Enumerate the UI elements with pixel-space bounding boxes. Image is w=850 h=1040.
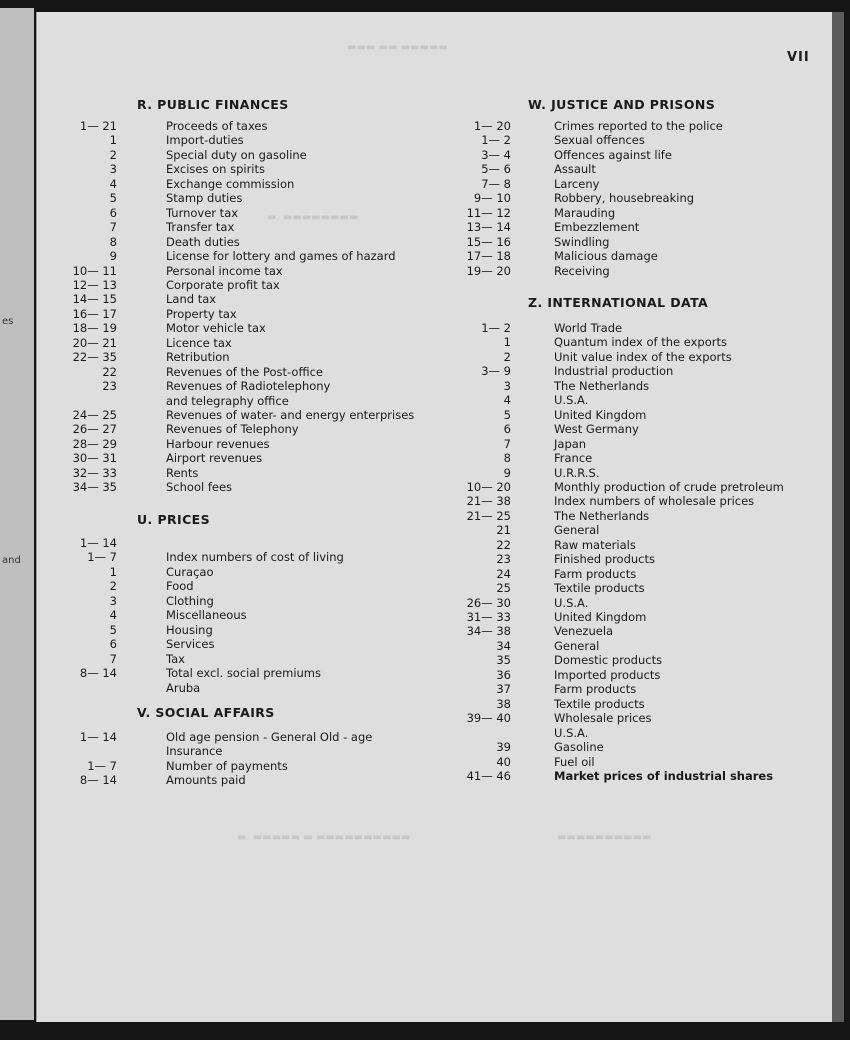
entry-label: Harbour revenues <box>166 436 270 451</box>
entry-label: Stamp duties <box>166 191 243 206</box>
entry-table-number: 10— 20 <box>466 479 511 494</box>
entry-label: License for lottery and games of hazard <box>166 249 396 264</box>
entry-label: Airport revenues <box>166 451 263 466</box>
entry-table-number: 6 <box>109 205 117 220</box>
entry-table-number: 1— 2 <box>481 321 511 335</box>
entry-table-number: 18— 19 <box>72 321 117 336</box>
entry-label: Turnover tax <box>166 205 239 220</box>
entry-label: Imported products <box>554 667 661 682</box>
entry-label: Quantum index of the exports <box>554 335 727 350</box>
entry-table-number: 32— 33 <box>72 465 117 480</box>
entry-table-number: 11— 12 <box>466 205 511 220</box>
entry-label: Motor vehicle tax <box>166 321 266 336</box>
entry-table-number: 9 <box>503 465 511 480</box>
entry-table-number: 41— 46 <box>466 768 511 783</box>
section-title: U. PRICES <box>137 512 211 527</box>
entry-label: World Trade <box>554 321 623 335</box>
entry-table-number: 9— 10 <box>473 191 511 206</box>
entry-label: Proceeds of taxes <box>166 119 268 133</box>
entry-table-number: 1— 14 <box>79 730 117 744</box>
entry-label: Services <box>166 637 215 652</box>
entry-label: Insurance <box>166 744 223 759</box>
entry-table-number: 10— 11 <box>72 263 117 278</box>
entry-label: Crimes reported to the police <box>554 119 723 133</box>
entry-label: General <box>554 523 600 538</box>
section-title: Z. INTERNATIONAL DATA <box>528 295 709 310</box>
entry-table-number: 5 <box>503 407 511 422</box>
entry-table-number: 21— 38 <box>466 494 511 509</box>
entry-table-number: 3 <box>503 378 511 393</box>
entry-label: Wholesale prices <box>554 711 652 726</box>
entry-label: Import-duties <box>166 133 244 148</box>
entry-label: Land tax <box>166 292 217 307</box>
entry-label: The Netherlands <box>554 508 650 523</box>
entry-label: Revenues of the Post-office <box>166 364 323 379</box>
entry-label: Personal income tax <box>166 263 283 278</box>
entry-label: United Kingdom <box>554 407 647 422</box>
section-title: W. JUSTICE AND PRISONS <box>528 97 716 112</box>
entry-label: Textile products <box>554 581 645 596</box>
entry-label: U.R.R.S. <box>554 465 600 480</box>
entry-table-number: 3 <box>109 593 117 608</box>
entry-label: United Kingdom <box>554 610 647 624</box>
entry-label: Receiving <box>554 263 610 278</box>
section-title: R. PUBLIC FINANCES <box>137 97 289 112</box>
entry-table-number: 6 <box>503 422 511 437</box>
entry-table-number: 5— 6 <box>481 162 511 177</box>
entry-label: Market prices of industrial shares <box>554 768 774 783</box>
entry-table-number: 6 <box>109 637 117 652</box>
entry-table-number: 34— 38 <box>466 624 511 639</box>
entry-label: Old age pension - General Old - age <box>166 730 373 744</box>
entry-table-number: 8— 14 <box>79 666 117 681</box>
entry-table-number: 31— 33 <box>466 610 511 624</box>
entry-table-number: 34— 35 <box>72 480 117 495</box>
entry-table-number: 22 <box>102 364 117 379</box>
entry-table-number: 30— 31 <box>72 451 117 466</box>
entry-table-number: 19— 20 <box>466 263 511 278</box>
entry-label: Textile products <box>554 696 645 711</box>
entry-table-number: 23 <box>496 552 511 567</box>
entry-table-number: 14— 15 <box>72 292 117 307</box>
entry-label: Domestic products <box>554 653 663 668</box>
section-title: V. SOCIAL AFFAIRS <box>137 705 275 720</box>
entry-label: Licence tax <box>166 335 232 350</box>
entry-label: U.S.A. <box>554 595 589 610</box>
entry-label: Food <box>166 579 194 594</box>
entry-table-number: 22— 35 <box>72 350 117 365</box>
entry-table-number: 4 <box>503 393 511 408</box>
entry-label: Farm products <box>554 682 637 697</box>
entry-table-number: 3— 4 <box>481 147 511 162</box>
entry-table-number: 7 <box>503 436 511 451</box>
entry-label: Total excl. social premiums <box>166 666 321 681</box>
entry-table-number: 12— 13 <box>72 277 117 292</box>
entry-label: Revenues of Radiotelephony <box>166 379 331 394</box>
entry-table-number: 35 <box>496 653 511 668</box>
entry-label: General <box>554 638 600 653</box>
entry-table-number: 1— 21 <box>79 119 117 133</box>
entry-table-number: 24 <box>496 566 511 581</box>
entry-table-number: 8 <box>109 234 117 249</box>
entry-label: Farm products <box>554 566 637 581</box>
entry-table-number: 21— 25 <box>466 508 511 523</box>
entry-label: Industrial production <box>554 364 674 379</box>
entry-label: School fees <box>166 480 233 495</box>
entry-label: Excises on spirits <box>166 162 265 177</box>
entry-table-number: 24— 25 <box>72 408 117 422</box>
entry-label: Death duties <box>166 234 240 249</box>
entry-label: France <box>554 451 593 466</box>
entry-table-number: 1— 20 <box>473 119 511 133</box>
entry-table-number: 17— 18 <box>466 249 511 264</box>
entry-label: Robbery, housebreaking <box>554 191 695 206</box>
entry-label: Assault <box>554 162 596 177</box>
entry-label: Tax <box>166 651 185 666</box>
entry-label: Gasoline <box>554 740 604 755</box>
entry-table-number: 37 <box>496 682 511 697</box>
left-page-fragment: es <box>2 316 14 327</box>
entry-table-number: 7— 8 <box>481 176 511 191</box>
entry-table-number: 26— 27 <box>72 422 117 437</box>
entry-table-number: 1— 14 <box>79 536 117 550</box>
entry-label: Fuel oil <box>554 754 595 769</box>
entry-table-number: 1— 7 <box>87 550 117 565</box>
entry-label: Raw materials <box>554 537 636 552</box>
entry-label: Venezuela <box>554 624 614 639</box>
page-edge-shadow <box>832 12 844 1022</box>
entry-label: Number of payments <box>166 758 288 773</box>
entry-label: Marauding <box>554 205 616 220</box>
entry-label: Aruba <box>166 680 201 695</box>
entry-label: Index numbers of cost of living <box>166 550 344 565</box>
entry-label: Rents <box>166 465 199 480</box>
entry-label: Larceny <box>554 176 600 191</box>
entry-label: Sexual offences <box>554 133 645 148</box>
entry-table-number: 20— 21 <box>72 335 117 350</box>
entry-table-number: 9 <box>109 249 117 264</box>
entry-table-number: 16— 17 <box>72 306 117 321</box>
entry-label: Malicious damage <box>554 249 658 264</box>
entry-label: Miscellaneous <box>166 608 247 623</box>
entry-label: Clothing <box>166 593 214 608</box>
entry-table-number: 39— 40 <box>466 711 511 726</box>
entry-table-number: 25 <box>496 581 511 596</box>
entry-table-number: 1 <box>109 133 117 148</box>
entry-table-number: 34 <box>496 638 511 653</box>
entry-label: Revenues of water- and energy enterprises <box>166 408 415 422</box>
entry-table-number: 5 <box>109 622 117 637</box>
show-through-texture: ▬▬▬ ▬▬ ▬▬▬▬▬ ▬. ▬▬▬▬▬▬▬▬ ▬. ▬▬▬▬▬ ▬ ▬▬▬▬▬▬▬▬▬▬ ▬▬▬▬▬▬▬▬▬▬ <box>237 42 652 843</box>
entry-table-number: 38 <box>496 696 511 711</box>
entry-label: Housing <box>166 622 213 637</box>
entry-label: Retribution <box>166 350 230 365</box>
entry-label: Exchange commission <box>166 176 295 191</box>
entry-label: Finished products <box>554 552 655 567</box>
entry-table-number: 39 <box>496 740 511 755</box>
entry-table-number: 21 <box>496 523 511 538</box>
entry-label: Monthly production of crude pretroleum <box>554 479 784 494</box>
entry-label: Embezzlement <box>554 220 640 235</box>
entry-table-number: 40 <box>496 754 511 769</box>
entry-label: Curaçao <box>166 564 214 579</box>
entry-label: Offences against life <box>554 147 672 162</box>
entry-table-number: 1— 7 <box>87 758 117 773</box>
entry-label: Swindling <box>554 234 610 249</box>
page-number: VII <box>787 50 810 65</box>
entry-table-number: 7 <box>109 220 117 235</box>
entry-table-number: 2 <box>503 349 511 364</box>
entry-table-number: 4 <box>109 608 117 623</box>
entry-label: U.S.A. <box>554 393 589 408</box>
entry-table-number: 3— 9 <box>481 364 511 379</box>
entry-table-number: 8 <box>503 451 511 466</box>
entry-table-number: 1 <box>109 564 117 579</box>
entry-table-number: 7 <box>109 651 117 666</box>
entry-label: Revenues of Telephony <box>166 422 299 437</box>
entry-label: Index numbers of wholesale prices <box>554 494 755 509</box>
left-page-fragment: and <box>2 555 21 566</box>
entry-table-number: 36 <box>496 667 511 682</box>
entry-label: Transfer tax <box>166 220 235 235</box>
entry-table-number: 26— 30 <box>466 595 511 610</box>
entry-label: Special duty on gasoline <box>166 147 307 162</box>
page <box>36 12 833 1022</box>
entry-table-number: 1— 2 <box>481 133 511 148</box>
entry-table-number: 1 <box>503 335 511 350</box>
entry-table-number: 5 <box>109 191 117 206</box>
entry-table-number: 2 <box>109 147 117 162</box>
entry-label: Amounts paid <box>166 773 246 788</box>
entry-label: and telegraphy office <box>166 393 289 408</box>
entry-table-number: 13— 14 <box>466 220 511 235</box>
entry-label: U.S.A. <box>554 725 589 740</box>
entry-table-number: 22 <box>496 537 511 552</box>
entry-label: Japan <box>554 436 587 451</box>
entry-table-number: 15— 16 <box>466 234 511 249</box>
entry-table-number: 28— 29 <box>72 436 117 451</box>
entry-label: Unit value index of the exports <box>554 349 732 364</box>
entry-label: The Netherlands <box>554 378 650 393</box>
entry-label: West Germany <box>554 422 639 437</box>
entry-table-number: 23 <box>102 379 117 394</box>
entry-table-number: 2 <box>109 579 117 594</box>
entry-table-number: 3 <box>109 162 117 177</box>
entry-label: Property tax <box>166 306 237 321</box>
entry-table-number: 8— 14 <box>79 773 117 788</box>
entry-label: Corporate profit tax <box>166 277 280 292</box>
left-page-edge <box>0 8 34 1020</box>
entry-table-number: 4 <box>109 176 117 191</box>
